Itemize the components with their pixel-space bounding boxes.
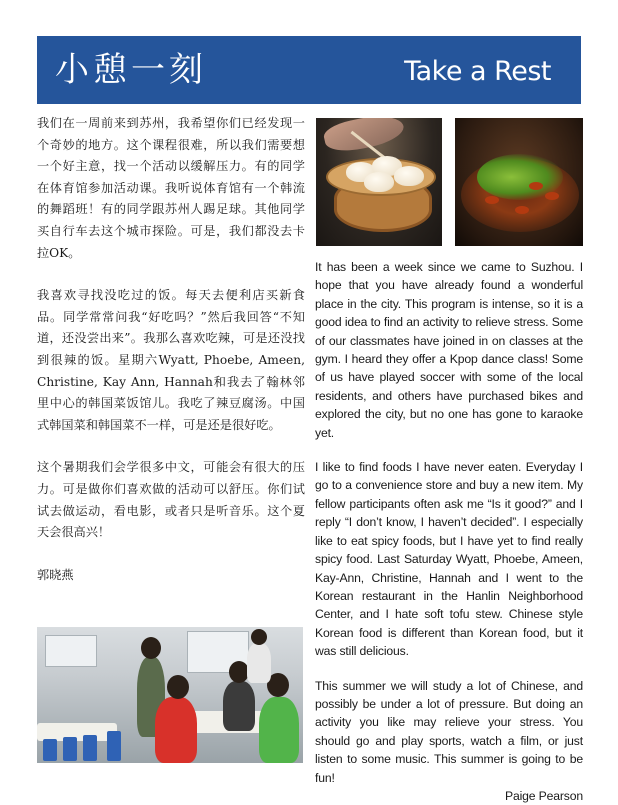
- hand-shape: [322, 118, 406, 156]
- student-head: [251, 629, 267, 645]
- chili: [529, 182, 543, 190]
- student-head: [141, 637, 161, 659]
- classroom-photo: [37, 627, 303, 763]
- chinese-paragraph-3: 这个暑期我们会学很多中文，可能会有很大的压力。可是做你们喜欢做的活动可以舒压。你们试试去做运动，看电影，或者只是听音乐。这个夏天会很高兴！: [37, 460, 305, 540]
- window-shape: [45, 635, 97, 667]
- title-english: Take a Rest: [404, 56, 551, 87]
- english-paragraph-1: It has been a week since we came to Suzhou. I hope that you have already found a wonderful place in the city. This program is intense, so it is a good idea to find an activity to relieve stress. Some of our classmates have joined in on classes at the gym. I heard they offer a Kpop dance class! Some of us have played soccer with some of the local residents, and others have purchased bikes and explored the city, but no one has gone to karaoke yet.: [315, 260, 583, 440]
- chair-shape: [83, 735, 97, 761]
- chinese-paragraph-1: 我们在一周前来到苏州，我希望你们已经发现一个奇妙的地方。这个课程很难，所以我们需要想一个好主意，找一个活动以缓解压力。有的同学在体育馆参加活动课。我听说体育馆有一个韩流的舞蹈班！有的同学跟苏州人踢足球。其他同学买自行车去这个城市探险。可是，我们都没去卡拉OK。: [37, 116, 305, 260]
- student-figure: [223, 681, 255, 731]
- chili: [545, 192, 559, 200]
- student-figure: [259, 697, 299, 763]
- english-article: [315, 258, 583, 805]
- chinese-author: 郭晓燕: [37, 567, 74, 582]
- english-author: Paige Pearson: [504, 788, 583, 803]
- chinese-article: [37, 113, 305, 586]
- student-figure: [155, 697, 197, 763]
- dumpling: [364, 172, 394, 192]
- english-paragraph-2: I like to find foods I have never eaten. Everyday I go to a convenience store and buy a new item. My fellow participants often ask me “Is it good?” and I reply “I don’t know, I haven’t decided”. I especially like to eat spicy foods, but I have yet to find really spicy food. Last Saturday Wyatt, Phoebe, Ameen, Kay-Ann, Christine, Hannah and I went to the Korean restaurant in the Hanlin Neighborhood Center, and I hate soft tofu stew. Chinese style Korean food is different than Korean food, but it was still delicious.: [315, 460, 583, 659]
- english-paragraph-3: This summer we will study a lot of Chinese, and possibly be under a lot of pressure. But doing an activity you like may relieve your stress. You should go and play sports, watch a film, or just listen to some music. This summer is going to be fun!: [315, 678, 583, 785]
- dumplings-photo: [316, 118, 442, 246]
- title-chinese: 小憩一刻: [55, 50, 207, 90]
- spicy-dish-photo: [455, 118, 583, 246]
- chinese-paragraph-2: 我喜欢寻找没吃过的饭。每天去便利店买新食品。同学常常问我“好吃吗？”然后我回答“不知道，还没尝出来”。我那么喜欢吃辣，可是还没找到很辣的饭。星期六Wyatt, Phoebe, Ameen, Christine, Kay Ann, Hannah和我去了翰林邻里中心的韩国菜饭馆儿。我吃了辣豆腐汤。中国式韩国菜和韩国菜不一样，可是还是很好吃。: [37, 288, 305, 432]
- chair-shape: [63, 737, 77, 761]
- student-head: [167, 675, 189, 699]
- chair-shape: [43, 739, 57, 761]
- chair-shape: [107, 731, 121, 761]
- student-head: [229, 661, 249, 683]
- header-banner: [37, 36, 581, 104]
- chili: [485, 196, 499, 204]
- chili: [515, 206, 529, 214]
- dumpling: [394, 166, 424, 186]
- student-figure: [247, 643, 271, 683]
